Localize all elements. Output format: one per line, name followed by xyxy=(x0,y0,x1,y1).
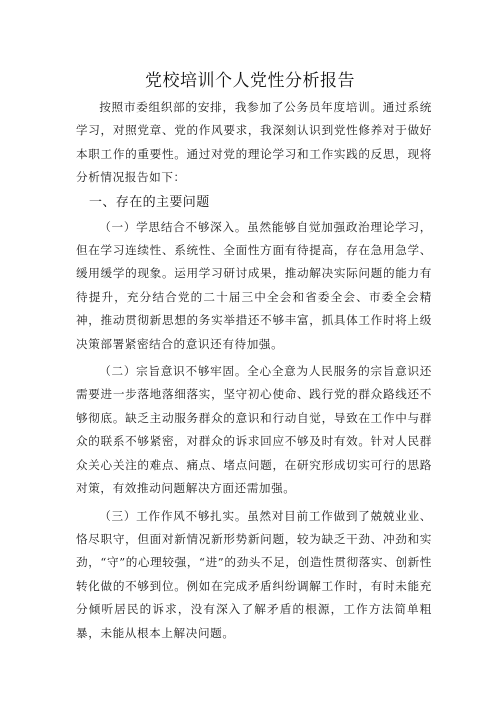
intro-paragraph: 按照市委组织部的安排，我参加了公务员年度培训。通过系统学习，对照党章、党的作风要求，我深刻认识到党性修养对于做好本职工作的重要性。通过对党的理论学习和工作实践的反思，现将分析情况报告如下： xyxy=(76,100,432,185)
problem-paragraph-2: （二）宗旨意识不够牢固。全心全意为人民服务的宗旨意识还需要进一步落地落细落实，坚守初心使命、践行党的群众路线还不够彻底。缺乏主动服务群众的意识和行动自觉，导致在工作中与群众的联系不够紧密，对群众的诉求回应不够及时有效。针对人民群众关心关注的难点、痛点、堵点问题，在研究形成切实可行的思路对策，有效推动问题解决方面还需加强。 xyxy=(76,364,432,496)
problem-paragraph-1: （一）学思结合不够深入。虽然能够自觉加强政治理论学习，但在学习连续性、系统性、全面性方面有待提高，存在急用急学、缓用缓学的现象。运用学习研讨成果，推动解决实际问题的能力有待提升，充分结合党的二十届三中全会和省委全会、市委全会精神，推动贯彻新思想的务实举措还不够丰富，抓具体工作时将上级决策部署紧密结合的意识还有待加强。 xyxy=(76,219,432,351)
document-body xyxy=(76,96,432,645)
problem-paragraph-3: （三）工作作风不够扎实。虽然对目前工作做到了兢兢业业、恪尽职守，但面对新情况新形势新问题，较为缺乏干劲、冲劲和实劲，“守”的心理较强，“进”的劲头不足，创造性贯彻落实、创新性转化做的不够到位。例如在完成矛盾纠纷调解工作时，有时未能充分倾听居民的诉求，没有深入了解矛盾的根源，工作方法简单粗暴，未能从根本上解决问题。 xyxy=(76,508,432,640)
section-heading: 一、存在的主要问题 xyxy=(89,194,210,210)
document-title: 党校培训个人党性分析报告 xyxy=(145,71,355,91)
